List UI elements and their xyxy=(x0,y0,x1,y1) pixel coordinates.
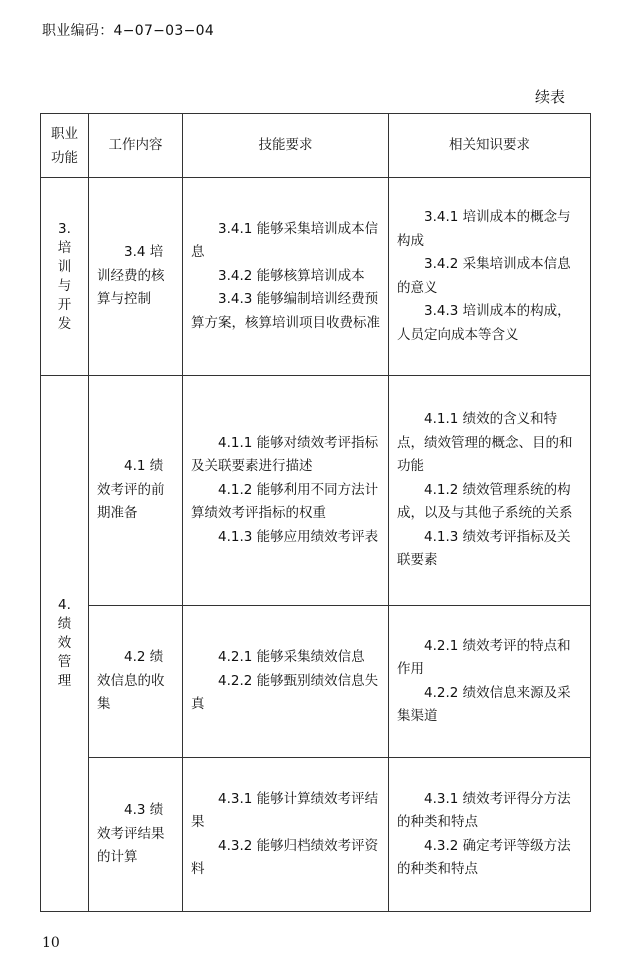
knowledge-item: 4.2.2 绩效信息来源及采集渠道 xyxy=(397,684,571,724)
header-function-line1: 职业 xyxy=(51,125,78,142)
work-content: 4.1 绩效考评的前期准备 xyxy=(97,458,165,522)
knowledge-item: 4.3.1 绩效考评得分方法的种类和特点 xyxy=(397,790,571,830)
work-cell xyxy=(89,758,183,912)
function-char: 绩 xyxy=(57,616,72,632)
knowledge-item: 4.3.2 确定考评等级方法的种类和特点 xyxy=(397,837,571,877)
skill-item: 4.1.2 能够利用不同方法计算绩效考评指标的权重 xyxy=(191,481,379,522)
knowledge-item: 4.1.3 绩效考评指标及关联要素 xyxy=(397,528,571,569)
header-work: 工作内容 xyxy=(89,114,183,178)
knowledge-item: 3.4.3 培训成本的构成，人员定向成本等含义 xyxy=(397,303,571,343)
work-cell xyxy=(89,376,183,606)
knowledge-cell xyxy=(389,178,591,376)
work-cell xyxy=(89,178,183,376)
skill-item: 4.2.2 能够甄别绩效信息失真 xyxy=(191,672,379,713)
function-char: 训 xyxy=(57,258,72,275)
skill-item: 3.4.2 能够核算培训成本 xyxy=(218,267,365,284)
function-char: 培 xyxy=(57,239,72,256)
skill-item: 4.1.3 能够应用绩效考评表 xyxy=(218,528,379,545)
work-cell xyxy=(89,606,183,758)
skill-item: 3.4.3 能够编制培训经费预算方案，核算培训项目收费标准 xyxy=(191,291,380,331)
function-char: 开 xyxy=(57,296,72,313)
header-function-line2: 功能 xyxy=(51,149,78,166)
table-header-row xyxy=(41,114,591,178)
skill-item: 4.3.1 能够计算绩效考评结果 xyxy=(191,790,379,830)
knowledge-item: 3.4.2 采集培训成本信息的意义 xyxy=(397,256,571,296)
header-function xyxy=(41,114,89,178)
skill-requirements-table xyxy=(40,113,591,912)
knowledge-cell xyxy=(389,758,591,912)
function-char: 理 xyxy=(57,673,72,689)
knowledge-item: 4.1.1 绩效的含义和特点，绩效管理的概念、目的和功能 xyxy=(397,411,573,475)
table-row xyxy=(41,606,591,758)
skills-cell xyxy=(183,376,389,606)
skills-cell xyxy=(183,606,389,758)
skill-item: 4.2.1 能够采集绩效信息 xyxy=(218,649,365,666)
skill-item: 3.4.1 能够采集培训成本信息 xyxy=(191,220,379,261)
header-knowledge: 相关知识要求 xyxy=(389,114,591,178)
skill-item: 4.1.1 能够对绩效考评指标及关联要素进行描述 xyxy=(191,434,379,475)
function-cell-4 xyxy=(41,376,89,912)
function-char: 效 xyxy=(57,635,72,651)
header-skills: 技能要求 xyxy=(183,114,389,178)
table-row xyxy=(41,178,591,376)
work-content: 4.3 绩效考评结果的计算 xyxy=(97,802,165,866)
table-row xyxy=(41,376,591,606)
page-number: 10 xyxy=(42,935,60,951)
knowledge-item: 4.1.2 绩效管理系统的构成，以及与其他子系统的关系 xyxy=(397,481,573,522)
function-char: 与 xyxy=(57,277,72,294)
continued-label: 续表 xyxy=(535,88,566,106)
knowledge-cell xyxy=(389,606,591,758)
function-char: 3. xyxy=(58,220,71,237)
skills-cell xyxy=(183,758,389,912)
function-char: 管 xyxy=(57,654,72,670)
function-cell-3 xyxy=(41,178,89,376)
knowledge-item: 4.2.1 绩效考评的特点和作用 xyxy=(397,637,571,677)
knowledge-cell xyxy=(389,376,591,606)
function-char: 发 xyxy=(57,315,72,332)
knowledge-item: 3.4.1 培训成本的概念与构成 xyxy=(397,209,571,249)
occupation-code: 职业编码：4−07−03−04 xyxy=(42,23,215,39)
work-content: 4.2 绩效信息的收集 xyxy=(97,649,165,713)
function-char: 4. xyxy=(58,597,71,613)
skills-cell xyxy=(183,178,389,376)
work-content: 3.4 培训经费的核算与控制 xyxy=(97,244,165,308)
table-row xyxy=(41,758,591,912)
skill-item: 4.3.2 能够归档绩效考评资料 xyxy=(191,837,379,877)
